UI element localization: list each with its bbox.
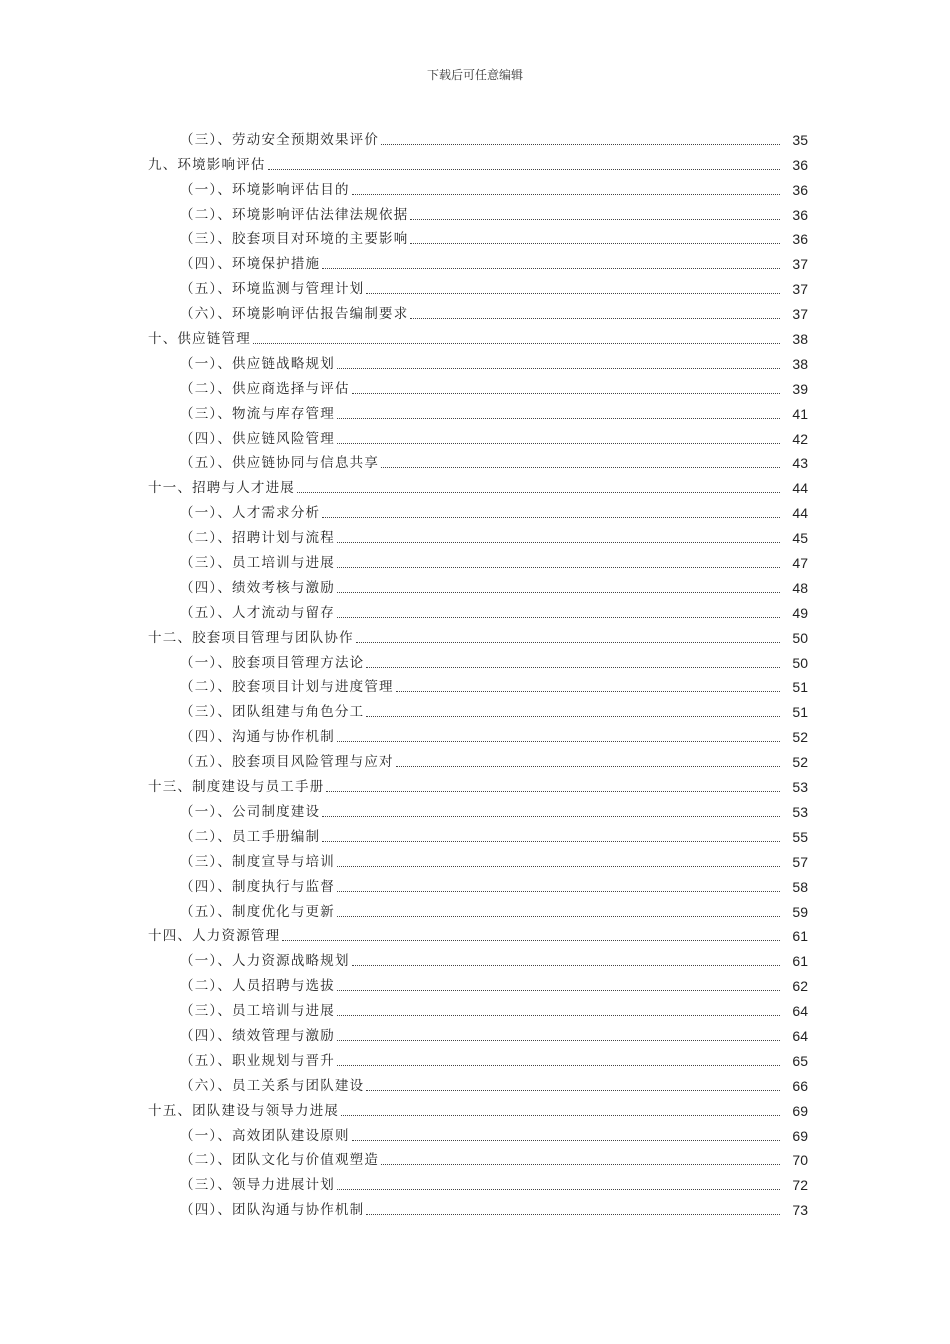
- toc-dot-leader: [322, 841, 780, 842]
- toc-dot-leader: [337, 592, 780, 593]
- toc-entry[interactable]: [0, 126, 950, 151]
- toc-entry-page-number: 37: [792, 256, 808, 273]
- toc-entry[interactable]: [0, 350, 950, 375]
- toc-entry[interactable]: [0, 524, 950, 549]
- table-of-contents: [0, 126, 950, 1221]
- toc-dot-leader: [352, 393, 780, 394]
- toc-entry-title: （三）、员工培训与进展: [180, 1003, 335, 1020]
- toc-entry-title: （一）、人才需求分析: [180, 505, 321, 522]
- toc-entry[interactable]: [0, 226, 950, 251]
- toc-dot-leader: [337, 567, 780, 568]
- toc-entry-page-number: 47: [792, 555, 808, 572]
- toc-entry-page-number: 53: [792, 779, 808, 796]
- toc-entry-page-number: 55: [792, 828, 808, 845]
- toc-dot-leader: [337, 1015, 780, 1016]
- toc-entry[interactable]: [0, 798, 950, 823]
- toc-entry-page-number: 38: [792, 355, 808, 372]
- toc-entry-title: （四）、绩效考核与激励: [180, 579, 335, 596]
- toc-entry[interactable]: [0, 649, 950, 674]
- toc-dot-leader: [410, 243, 780, 244]
- toc-dot-leader: [253, 343, 780, 344]
- toc-entry-page-number: 61: [792, 928, 808, 945]
- toc-entry-page-number: 69: [792, 1102, 808, 1119]
- toc-dot-leader: [366, 716, 780, 717]
- toc-entry-page-number: 72: [792, 1177, 808, 1194]
- toc-entry[interactable]: [0, 748, 950, 773]
- toc-entry[interactable]: [0, 947, 950, 972]
- toc-dot-leader: [337, 617, 780, 618]
- toc-entry-page-number: 44: [792, 480, 808, 497]
- toc-dot-leader: [366, 1090, 780, 1091]
- toc-entry-title: （三）、团队组建与角色分工: [180, 704, 365, 721]
- toc-entry-title: （五）、供应链协同与信息共享: [180, 455, 380, 472]
- toc-entry-page-number: 35: [792, 131, 808, 148]
- toc-entry-title: 九、环境影响评估: [148, 156, 266, 173]
- toc-entry-title: （二）、环境影响评估法律法规依据: [180, 206, 409, 223]
- toc-dot-leader: [352, 194, 780, 195]
- toc-entry-page-number: 36: [792, 206, 808, 223]
- toc-entry-title: （一）、供应链战略规划: [180, 355, 335, 372]
- toc-entry-page-number: 50: [792, 654, 808, 671]
- toc-entry[interactable]: [0, 1171, 950, 1196]
- toc-dot-leader: [381, 144, 780, 145]
- toc-dot-leader: [337, 1189, 780, 1190]
- toc-entry-page-number: 43: [792, 455, 808, 472]
- toc-entry[interactable]: [0, 250, 950, 275]
- toc-dot-leader: [410, 219, 780, 220]
- toc-entry-page-number: 65: [792, 1052, 808, 1069]
- toc-entry-title: （五）、职业规划与晋升: [180, 1052, 335, 1069]
- toc-entry-title: （三）、物流与库存管理: [180, 405, 335, 422]
- toc-dot-leader: [410, 318, 780, 319]
- toc-entry[interactable]: [0, 873, 950, 898]
- toc-entry-title: （二）、员工手册编制: [180, 828, 321, 845]
- toc-entry[interactable]: [0, 723, 950, 748]
- toc-entry-title: （一）、环境影响评估目的: [180, 181, 350, 198]
- toc-entry[interactable]: [0, 275, 950, 300]
- toc-entry-page-number: 36: [792, 156, 808, 173]
- toc-entry[interactable]: [0, 848, 950, 873]
- toc-entry[interactable]: [0, 923, 950, 948]
- toc-dot-leader: [322, 268, 780, 269]
- toc-entry-page-number: 64: [792, 1003, 808, 1020]
- page-header: 下载后可任意编辑: [426, 68, 523, 82]
- toc-entry[interactable]: [0, 599, 950, 624]
- toc-entry[interactable]: [0, 176, 950, 201]
- toc-entry-title: （三）、劳动安全预期效果评价: [180, 131, 380, 148]
- toc-entry[interactable]: [0, 674, 950, 699]
- toc-entry[interactable]: [0, 1122, 950, 1147]
- toc-entry[interactable]: [0, 773, 950, 798]
- toc-entry[interactable]: [0, 1147, 950, 1172]
- toc-entry-title: （一）、人力资源战略规划: [180, 953, 350, 970]
- toc-dot-leader: [282, 940, 780, 941]
- toc-entry-title: （二）、胶套项目计划与进度管理: [180, 679, 394, 696]
- toc-entry-page-number: 73: [792, 1202, 808, 1219]
- toc-entry[interactable]: [0, 425, 950, 450]
- toc-entry-title: （四）、团队沟通与协作机制: [180, 1202, 365, 1219]
- toc-entry-title: （五）、环境监测与管理计划: [180, 281, 365, 298]
- toc-entry[interactable]: [0, 1022, 950, 1047]
- toc-entry[interactable]: [0, 997, 950, 1022]
- toc-entry-title: （二）、供应商选择与评估: [180, 380, 350, 397]
- toc-entry-page-number: 36: [792, 181, 808, 198]
- toc-dot-leader: [337, 368, 780, 369]
- toc-dot-leader: [337, 891, 780, 892]
- toc-entry[interactable]: [0, 624, 950, 649]
- toc-entry-page-number: 38: [792, 331, 808, 348]
- toc-dot-leader: [337, 443, 780, 444]
- toc-entry-page-number: 39: [792, 380, 808, 397]
- toc-entry-title: 十、供应链管理: [148, 331, 251, 348]
- toc-entry-page-number: 50: [792, 629, 808, 646]
- toc-entry[interactable]: [0, 1047, 950, 1072]
- toc-entry-title: 十五、团队建设与领导力进展: [148, 1102, 340, 1119]
- toc-dot-leader: [381, 467, 780, 468]
- toc-entry-title: （一）、胶套项目管理方法论: [180, 654, 365, 671]
- toc-dot-leader: [352, 965, 780, 966]
- toc-dot-leader: [337, 916, 780, 917]
- toc-dot-leader: [381, 1164, 780, 1165]
- toc-entry-title: （五）、胶套项目风险管理与应对: [180, 754, 394, 771]
- toc-entry-title: 十四、人力资源管理: [148, 928, 281, 945]
- toc-dot-leader: [356, 642, 780, 643]
- toc-entry-page-number: 37: [792, 306, 808, 323]
- toc-entry-page-number: 48: [792, 579, 808, 596]
- toc-entry[interactable]: [0, 325, 950, 350]
- toc-entry[interactable]: [0, 400, 950, 425]
- toc-entry[interactable]: [0, 972, 950, 997]
- toc-dot-leader: [366, 1214, 780, 1215]
- toc-dot-leader: [366, 667, 780, 668]
- toc-entry-title: （六）、员工关系与团队建设: [180, 1077, 365, 1094]
- toc-dot-leader: [366, 293, 780, 294]
- toc-dot-leader: [352, 1140, 780, 1141]
- toc-entry-page-number: 41: [792, 405, 808, 422]
- toc-entry-page-number: 58: [792, 878, 808, 895]
- toc-dot-leader: [337, 1040, 780, 1041]
- toc-entry[interactable]: [0, 1072, 950, 1097]
- toc-entry[interactable]: [0, 823, 950, 848]
- toc-entry-title: （二）、招聘计划与流程: [180, 530, 335, 547]
- toc-entry-title: （五）、人才流动与留存: [180, 604, 335, 621]
- toc-entry-page-number: 52: [792, 754, 808, 771]
- toc-entry-page-number: 42: [792, 430, 808, 447]
- toc-entry[interactable]: [0, 549, 950, 574]
- toc-entry-title: （三）、领导力进展计划: [180, 1177, 335, 1194]
- toc-entry-title: （四）、沟通与协作机制: [180, 729, 335, 746]
- toc-entry[interactable]: [0, 450, 950, 475]
- toc-entry-title: （四）、环境保护措施: [180, 256, 321, 273]
- toc-dot-leader: [326, 791, 780, 792]
- toc-entry-title: （二）、团队文化与价值观塑造: [180, 1152, 380, 1169]
- toc-entry[interactable]: [0, 698, 950, 723]
- toc-entry-title: （二）、人员招聘与选拔: [180, 978, 335, 995]
- toc-entry-title: （四）、制度执行与监督: [180, 878, 335, 895]
- toc-entry-title: 十一、招聘与人才进展: [148, 480, 295, 497]
- toc-entry[interactable]: [0, 300, 950, 325]
- toc-dot-leader: [396, 766, 780, 767]
- toc-entry-page-number: 37: [792, 281, 808, 298]
- toc-entry-page-number: 36: [792, 231, 808, 248]
- toc-entry[interactable]: [0, 898, 950, 923]
- toc-dot-leader: [341, 1115, 780, 1116]
- toc-dot-leader: [322, 816, 780, 817]
- toc-dot-leader: [297, 492, 780, 493]
- toc-entry-title: （五）、制度优化与更新: [180, 903, 335, 920]
- toc-entry-page-number: 44: [792, 505, 808, 522]
- toc-entry-page-number: 53: [792, 803, 808, 820]
- toc-entry-title: 十二、胶套项目管理与团队协作: [148, 629, 354, 646]
- toc-entry-title: 十三、制度建设与员工手册: [148, 779, 325, 796]
- toc-entry-title: （一）、高效团队建设原则: [180, 1127, 350, 1144]
- toc-entry-title: （三）、员工培训与进展: [180, 555, 335, 572]
- toc-dot-leader: [337, 1065, 780, 1066]
- toc-dot-leader: [337, 866, 780, 867]
- toc-entry-page-number: 49: [792, 604, 808, 621]
- toc-dot-leader: [337, 542, 780, 543]
- toc-entry-page-number: 45: [792, 530, 808, 547]
- toc-entry-page-number: 51: [792, 679, 808, 696]
- toc-entry-title: （三）、胶套项目对环境的主要影响: [180, 231, 409, 248]
- toc-entry[interactable]: [0, 574, 950, 599]
- toc-entry-page-number: 61: [792, 953, 808, 970]
- toc-dot-leader: [396, 691, 780, 692]
- toc-entry-page-number: 51: [792, 704, 808, 721]
- toc-entry[interactable]: [0, 151, 950, 176]
- toc-entry-page-number: 69: [792, 1127, 808, 1144]
- toc-entry-page-number: 70: [792, 1152, 808, 1169]
- toc-entry-page-number: 59: [792, 903, 808, 920]
- toc-entry-page-number: 52: [792, 729, 808, 746]
- toc-dot-leader: [337, 418, 780, 419]
- toc-entry-page-number: 66: [792, 1077, 808, 1094]
- toc-entry-title: （四）、供应链风险管理: [180, 430, 335, 447]
- toc-entry[interactable]: [0, 1196, 950, 1221]
- toc-entry[interactable]: [0, 1097, 950, 1122]
- toc-entry-title: （三）、制度宣导与培训: [180, 853, 335, 870]
- toc-entry-title: （四）、绩效管理与激励: [180, 1027, 335, 1044]
- toc-entry[interactable]: [0, 474, 950, 499]
- toc-entry-title: （六）、环境影响评估报告编制要求: [180, 306, 409, 323]
- toc-entry-title: （一）、公司制度建设: [180, 803, 321, 820]
- toc-entry[interactable]: [0, 499, 950, 524]
- toc-dot-leader: [322, 517, 780, 518]
- toc-entry[interactable]: [0, 201, 950, 226]
- toc-entry-page-number: 62: [792, 978, 808, 995]
- toc-dot-leader: [337, 741, 780, 742]
- toc-entry-page-number: 64: [792, 1027, 808, 1044]
- toc-dot-leader: [268, 169, 780, 170]
- toc-dot-leader: [337, 990, 780, 991]
- toc-entry[interactable]: [0, 375, 950, 400]
- toc-entry-page-number: 57: [792, 853, 808, 870]
